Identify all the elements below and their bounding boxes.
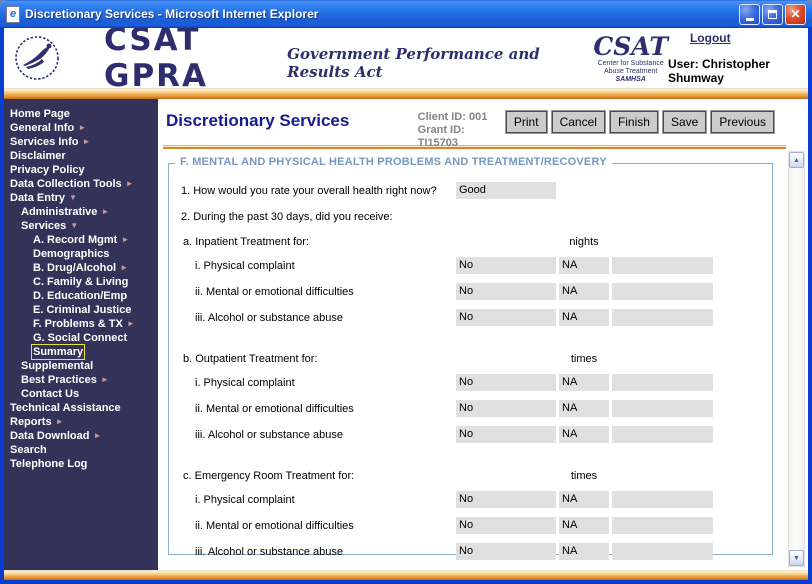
- count-field[interactable]: [612, 543, 713, 560]
- print-button[interactable]: Print: [506, 111, 547, 133]
- group-a-label: a. Inpatient Treatment for:: [183, 236, 309, 248]
- window-titlebar[interactable]: [0, 0, 812, 28]
- response-field[interactable]: No: [456, 309, 556, 326]
- sidebar-item-family-living[interactable]: C. Family & Living: [33, 276, 129, 288]
- finish-button[interactable]: Finish: [610, 111, 658, 133]
- response-field[interactable]: No: [456, 491, 556, 508]
- sidebar-item-reports[interactable]: Reports ►: [10, 416, 64, 428]
- count-field[interactable]: [612, 374, 713, 391]
- sidebar-item-technical-assistance[interactable]: Technical Assistance: [10, 402, 121, 414]
- expand-down-icon: ▼: [69, 193, 77, 202]
- na-field[interactable]: NA: [559, 257, 609, 274]
- sidebar-item-summary[interactable]: Summary: [33, 346, 84, 358]
- sidebar-item-administrative[interactable]: Administrative ►: [21, 206, 110, 218]
- sidebar-item-contact-us[interactable]: Contact Us: [21, 388, 80, 400]
- response-field[interactable]: No: [456, 400, 556, 417]
- expand-right-icon: ►: [101, 207, 110, 216]
- form-row: i. Physical complaint No NA: [169, 257, 772, 274]
- main-content: [158, 99, 808, 570]
- sidebar-item-home-page[interactable]: Home Page: [10, 108, 70, 120]
- question-1-label: 1. How would you rate your overall health right now?: [181, 184, 437, 197]
- logout-link[interactable]: Logout: [689, 31, 731, 45]
- cancel-button[interactable]: Cancel: [552, 111, 605, 133]
- group-c-header: [169, 470, 772, 482]
- na-field[interactable]: NA: [559, 491, 609, 508]
- form-row: iii. Alcohol or substance abuse No NA: [169, 543, 772, 560]
- sidebar-item-search[interactable]: Search: [10, 444, 47, 456]
- sidebar-item-social-connect[interactable]: G. Social Connect: [33, 332, 128, 344]
- form-row: ii. Mental or emotional difficulties No NA: [169, 283, 772, 300]
- app-header: [4, 28, 808, 88]
- na-field[interactable]: NA: [559, 309, 609, 326]
- sidebar-item-services-info[interactable]: Services Info ►: [10, 136, 91, 148]
- sidebar-item-data-collection-tools[interactable]: Data Collection Tools ►: [10, 178, 134, 190]
- sidebar-item-problems-tx[interactable]: F. Problems & TX ►: [33, 318, 135, 330]
- expand-right-icon: ►: [78, 123, 87, 132]
- response-field[interactable]: No: [456, 426, 556, 443]
- sidebar-item-record-mgmt[interactable]: A. Record Mgmt ►: [33, 234, 130, 246]
- count-field[interactable]: [612, 426, 713, 443]
- form-row: i. Physical complaint No NA: [169, 374, 772, 391]
- group-c-unit-label: times: [570, 470, 598, 482]
- minimize-button[interactable]: [739, 4, 760, 25]
- expand-right-icon: ►: [100, 375, 109, 384]
- vertical-scrollbar[interactable]: [788, 151, 805, 567]
- logged-in-user: User: Christopher Shumway: [667, 57, 770, 85]
- sidebar-item-general-info[interactable]: General Info ►: [10, 122, 87, 134]
- sidebar-item-criminal-justice[interactable]: E. Criminal Justice: [33, 304, 132, 316]
- sidebar-item-data-entry[interactable]: Data Entry ▼: [10, 192, 77, 204]
- form-row: ii. Mental or emotional difficulties No NA: [169, 517, 772, 534]
- scroll-down-button[interactable]: ▼: [789, 550, 804, 566]
- save-button[interactable]: Save: [663, 111, 706, 133]
- group-a-header: [169, 236, 772, 248]
- sidebar-item-services[interactable]: Services ▼: [21, 220, 79, 232]
- count-field[interactable]: [612, 257, 713, 274]
- client-id: Client ID: 001: [417, 111, 488, 123]
- response-field[interactable]: No: [456, 374, 556, 391]
- maximize-button[interactable]: [762, 4, 783, 25]
- grant-id: Grant ID: TI15703: [417, 124, 465, 149]
- form-row: iii. Alcohol or substance abuse No NA: [169, 426, 772, 443]
- footer-bar: [4, 570, 808, 580]
- form-row: iii. Alcohol or substance abuse No NA: [169, 309, 772, 326]
- na-field[interactable]: NA: [559, 374, 609, 391]
- sidebar-item-education-emp[interactable]: D. Education/Emp: [33, 290, 128, 302]
- sidebar-item-demographics[interactable]: Demographics: [33, 248, 110, 260]
- hhs-eagle-logo: [14, 35, 60, 81]
- response-field[interactable]: No: [456, 543, 556, 560]
- navigation-sidebar: [4, 99, 158, 570]
- count-field[interactable]: [612, 517, 713, 534]
- na-field[interactable]: NA: [559, 283, 609, 300]
- brand-title: CSAT GPRA: [104, 28, 209, 88]
- count-field[interactable]: [612, 491, 713, 508]
- maximize-icon: [768, 10, 777, 19]
- action-toolbar: [506, 111, 774, 133]
- client-grant-ids: [418, 111, 506, 150]
- sidebar-item-telephone-log[interactable]: Telephone Log: [10, 458, 88, 470]
- expand-right-icon: ►: [120, 263, 129, 272]
- expand-right-icon: ►: [121, 235, 130, 244]
- brand-tagline: Government Performance and Results Act: [287, 45, 540, 81]
- response-field[interactable]: No: [456, 283, 556, 300]
- expand-down-icon: ▼: [70, 221, 79, 230]
- count-field[interactable]: [612, 283, 713, 300]
- csat-samhsa-logo: CSAT Center for Substance Abuse Treatment SAMHSA: [593, 31, 668, 83]
- group-b-unit-label: times: [570, 353, 598, 365]
- minimize-icon: [746, 18, 754, 21]
- na-field[interactable]: NA: [559, 517, 609, 534]
- na-field[interactable]: NA: [559, 543, 609, 560]
- response-field[interactable]: No: [456, 257, 556, 274]
- close-icon: ✕: [790, 7, 801, 21]
- expand-right-icon: ►: [82, 137, 91, 146]
- na-field[interactable]: NA: [559, 400, 609, 417]
- previous-button[interactable]: Previous: [711, 111, 774, 133]
- sidebar-item-privacy-policy[interactable]: Privacy Policy: [10, 164, 85, 176]
- group-b-header: [169, 353, 772, 365]
- count-field[interactable]: [612, 400, 713, 417]
- group-c-label: c. Emergency Room Treatment for:: [183, 470, 355, 482]
- expand-right-icon: ►: [55, 417, 64, 426]
- question-2-label: 2. During the past 30 days, did you receive:: [181, 211, 393, 223]
- count-field[interactable]: [612, 309, 713, 326]
- response-field[interactable]: No: [456, 517, 556, 534]
- form-row: i. Physical complaint No NA: [169, 491, 772, 508]
- form-row: ii. Mental or emotional difficulties No NA: [169, 400, 772, 417]
- scroll-up-button[interactable]: ▲: [789, 152, 804, 168]
- sidebar-item-supplemental[interactable]: Supplemental: [21, 360, 94, 372]
- expand-right-icon: ►: [125, 179, 134, 188]
- group-a-unit-label: nights: [569, 236, 599, 248]
- sidebar-item-best-practices[interactable]: Best Practices ►: [21, 374, 109, 386]
- sidebar-item-data-download[interactable]: Data Download ►: [10, 430, 102, 442]
- close-button[interactable]: [785, 4, 806, 25]
- page-title: Discretionary Services: [166, 111, 350, 130]
- section-title: F. MENTAL AND PHYSICAL HEALTH PROBLEMS AND TREATMENT/RECOVERY: [175, 156, 612, 168]
- expand-right-icon: ►: [93, 431, 102, 440]
- window-title: Discretionary Services - Microsoft Internet Explorer: [25, 7, 319, 21]
- na-field[interactable]: NA: [559, 426, 609, 443]
- internet-explorer-page-icon: e: [6, 6, 20, 23]
- sidebar-item-drug-alcohol[interactable]: B. Drug/Alcohol ►: [33, 262, 129, 274]
- expand-right-icon: ►: [126, 319, 135, 328]
- section-f-fieldset: [168, 156, 773, 558]
- group-b-label: b. Outpatient Treatment for:: [183, 353, 318, 365]
- header-divider-bar: [4, 88, 808, 99]
- question-1-field[interactable]: Good: [456, 182, 556, 199]
- sidebar-item-disclaimer[interactable]: Disclaimer: [10, 150, 66, 162]
